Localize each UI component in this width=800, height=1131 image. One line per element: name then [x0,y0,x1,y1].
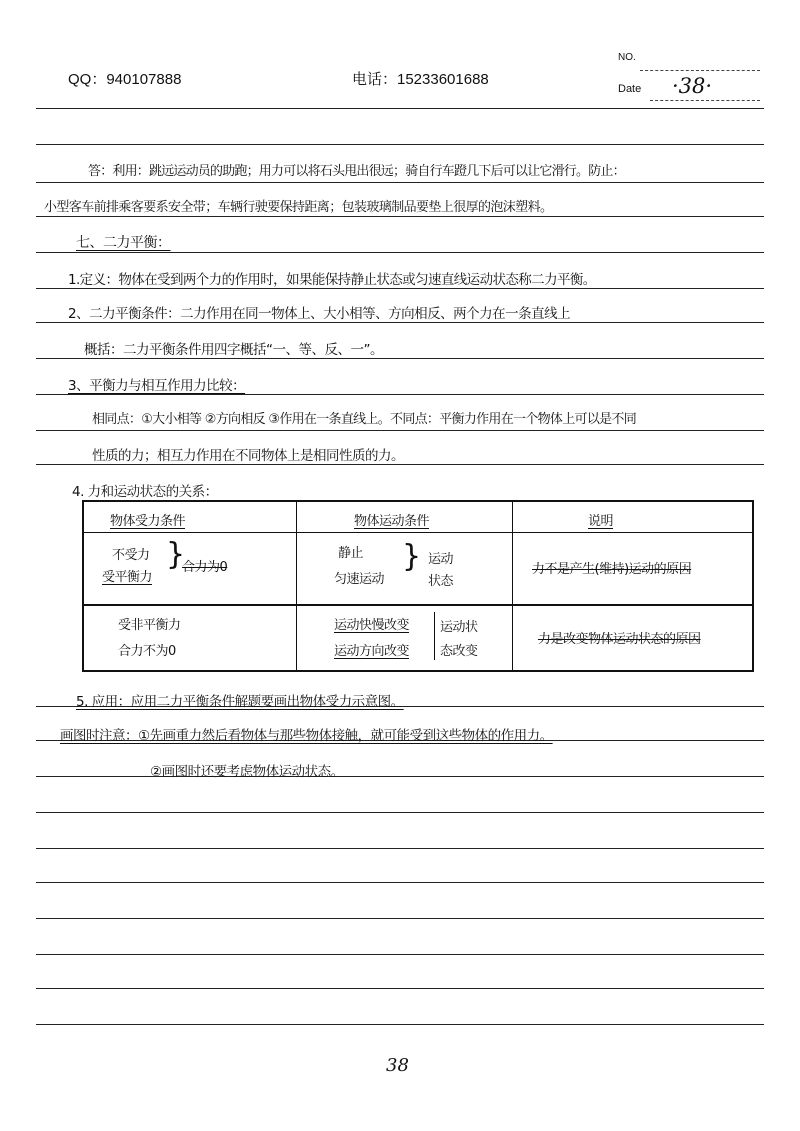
ruled-line [36,1024,764,1025]
row1-brace: } [166,537,185,572]
row2-speed-change: 运动快慢改变 [334,618,410,633]
ruled-line [36,848,764,849]
drawing-note-line-1: 画图时注意：①先画重力然后看物体与那些物体接触，就可能受到这些物体的作用力。 [60,728,553,744]
table-row-divider [82,604,754,606]
ruled-line [36,322,764,323]
answer-line-1: 答：利用：跳远运动员的助跑；用力可以将石头甩出很远；骑自行车蹬几下后可以让它滑行。防止： [88,164,625,179]
ruled-line [36,288,764,289]
table-border [82,670,754,672]
ruled-line [36,776,764,777]
ruled-line [36,216,764,217]
row2-net-nonzero: 合力不为0 [118,644,176,659]
row2-unbalanced: 受非平衡力 [118,618,181,633]
no-dashed-line [640,70,760,71]
ruled-line [36,918,764,919]
ruled-line [36,108,764,109]
summary-line: 概括：二力平衡条件用四字概括“一、等、反、一”。 [84,342,383,358]
ruled-line [36,988,764,989]
table-row-divider [82,532,754,533]
ruled-line [36,358,764,359]
section-7-title: 七、二力平衡： [76,235,171,251]
row2-state-change: 态改变 [440,644,478,659]
row1-net-zero: 合力为0 [182,560,228,575]
ruled-line [36,252,764,253]
date-value: ·38· [672,74,713,98]
date-label: Date [618,83,642,95]
drawing-note-line-2: ②画图时还要考虑物体运动状态。 [150,764,344,780]
ruled-line [36,394,764,395]
application-line: 5. 应用：应用二力平衡条件解题要画出物体受力示意图。 [76,694,404,710]
row1-uniform: 匀速运动 [334,572,385,587]
row1-note: 力不是产生(维持)运动的原因 [532,562,692,577]
row1-state: 状态 [428,574,454,589]
force-motion-table [82,500,754,672]
force-motion-title: 4. 力和运动状态的关系： [72,484,218,500]
table-header-motion: 物体运动条件 [354,514,430,529]
table-column-divider [296,500,297,672]
row2-bracket [434,612,435,660]
table-border [82,500,84,672]
ruled-line [36,430,764,431]
condition-line: 2、二力平衡条件：二力作用在同一物体上、大小相等、方向相反、两个力在一条直线上 [68,306,571,322]
table-border [82,500,754,502]
row1-balanced-force: 受平衡力 [102,570,153,585]
ruled-line [36,882,764,883]
page-number: 38 [386,1055,409,1076]
phone-contact: 电话：15233601688 [352,71,489,88]
row1-static: 静止 [338,546,364,561]
row1-no-force: 不受力 [112,548,150,563]
row1-motion: 运动 [428,552,454,567]
ruled-line [36,812,764,813]
row2-note: 力是改变物体运动状态的原因 [538,632,701,647]
table-column-divider [512,500,513,672]
ruled-line [36,182,764,183]
table-header-note: 说明 [588,514,614,529]
row1-brace-2: } [402,539,421,574]
comparison-line-1: 相同点：①大小相等 ②方向相反 ③作用在一条直线上。不同点：平衡力作用在一个物体上可以是不同 [92,412,637,427]
ruled-line [36,464,764,465]
answer-line-2: 小型客车前排乘客要系安全带；车辆行驶要保持距离；包装玻璃制品要垫上很厚的泡沫塑料。 [44,200,553,215]
ruled-line [36,144,764,145]
no-label: NO. [618,52,636,63]
row2-direction-change: 运动方向改变 [334,644,410,659]
table-header-force: 物体受力条件 [110,514,186,529]
ruled-line [36,954,764,955]
row2-motion-state: 运动状 [440,620,478,635]
qq-contact: QQ：940107888 [68,71,182,88]
definition-line: 1.定义：物体在受到两个力的作用时，如果能保持静止状态或匀速直线运动状态称二力平衡。 [68,272,596,288]
comparison-line-2: 性质的力；相互力作用在不同物体上是相同性质的力。 [92,448,404,464]
comparison-title: 3、平衡力与相互作用力比较： [68,378,246,394]
date-dashed-line [650,100,760,101]
table-border [752,500,754,672]
